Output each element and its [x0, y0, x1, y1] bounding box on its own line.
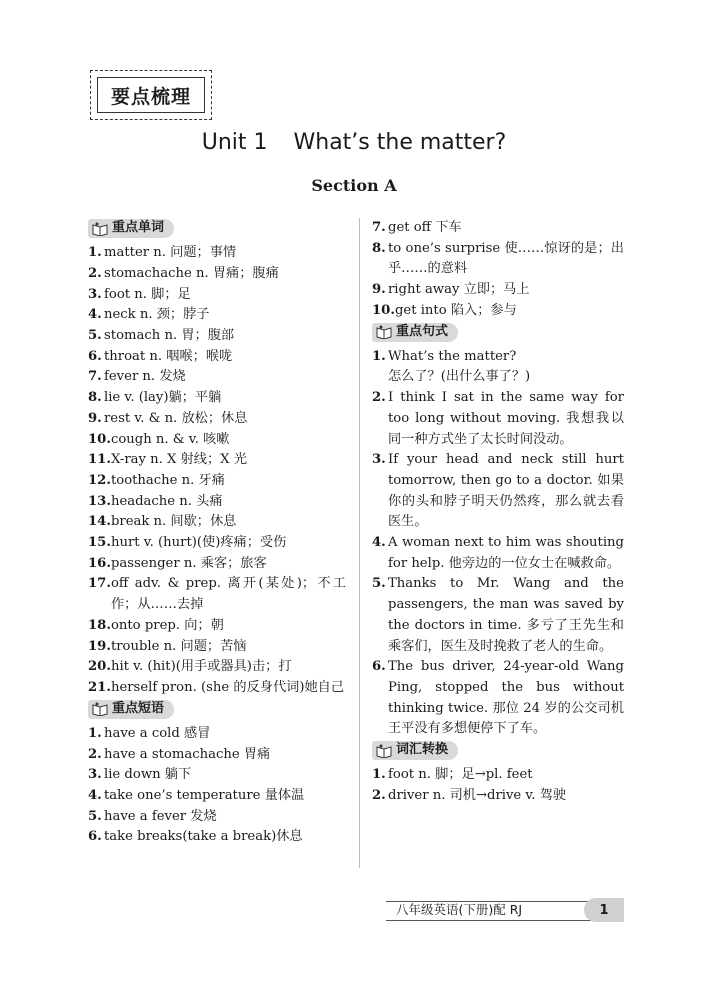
sentence-text — [388, 450, 624, 533]
conversion-header — [372, 741, 458, 760]
phrase-item — [372, 301, 624, 322]
sentence-number: 5. — [372, 576, 386, 592]
vocab-text: toothache n. 牙痛 — [110, 472, 225, 488]
sentence-english: A woman next to him was shouting for help. — [388, 535, 624, 571]
phrase-text: get off 下车 — [388, 220, 462, 235]
vocab-item — [88, 616, 346, 637]
vocab-list — [88, 243, 346, 698]
vocab-number: 3. — [88, 286, 102, 302]
phrase-number: 6. — [88, 829, 102, 845]
sentence-number: 2. — [372, 390, 386, 406]
conversion-text: driver n. 司机→drive v. 驾驶 — [388, 787, 567, 803]
sentence-item — [372, 347, 624, 388]
section-title: Section A — [311, 176, 397, 195]
phrase-text: take one’s temperature 量体温 — [104, 787, 305, 803]
sentence-chinese: 怎么了？(出什么事了？) — [388, 369, 531, 385]
sentence-chinese: 我想我以同一种方式坐了太长时间没动。 — [388, 410, 624, 447]
vocab-text: break n. 间歇；休息 — [110, 514, 237, 530]
vocab-text: X-ray n. X 射线；X 光 — [110, 452, 247, 468]
vocab-text: stomach n. 胃；腹部 — [104, 328, 235, 344]
sentence-chinese: 多亏了王先生和乘客们，医生及时挽救了老人的生命。 — [388, 617, 624, 654]
phrase-number: 10. — [372, 302, 395, 318]
footer-text: 八年级英语(下册)配 RJ — [396, 902, 523, 917]
column-divider — [359, 218, 360, 868]
phrase-number: 1. — [88, 725, 102, 741]
phrase-text: have a fever 发烧 — [104, 808, 217, 824]
sentence-item — [372, 533, 624, 574]
sentence-english: Thanks to Mr. Wang and the passengers, the man was saved by the doctors in time. — [388, 576, 624, 633]
page-footer — [386, 898, 622, 922]
vocab-item — [88, 305, 346, 326]
conversion-item — [372, 786, 624, 807]
vocab-text: passenger n. 乘客；旅客 — [110, 555, 267, 571]
phrase-item — [372, 239, 624, 280]
sentence-english: I think I sat in the same way for too long without moving. — [388, 390, 624, 426]
vocab-item — [88, 512, 346, 533]
vocab-item — [88, 657, 346, 678]
sentence-english: What’s the matter? — [388, 348, 517, 364]
phrase-text: have a cold 感冒 — [104, 725, 211, 741]
sentence-english: If your head and neck still hurt tomorrow, then go to a doctor. — [388, 452, 624, 488]
conversion-list — [372, 765, 624, 806]
sentence-chinese: 那位 24 岁的公交司机王平没有多想便停下了车。 — [388, 700, 624, 737]
phrase-item — [88, 786, 346, 807]
vocab-item — [88, 492, 346, 513]
vocab-text: foot n. 脚；足 — [104, 286, 191, 302]
vocab-number: 1. — [88, 245, 102, 261]
phrase-item — [88, 807, 346, 828]
sentence-text — [388, 574, 624, 657]
vocab-number: 2. — [88, 265, 102, 281]
sentence-text — [388, 657, 624, 740]
book-icon — [376, 744, 392, 758]
unit-number: Unit 1 — [201, 130, 268, 155]
vocab-text: off adv. & prep. 离开(某处)；不工作；从……去掉 — [110, 576, 346, 613]
sentence-text — [388, 533, 624, 574]
vocab-number: 19. — [88, 638, 111, 654]
vocab-number: 4. — [88, 307, 102, 323]
page-tag — [90, 70, 212, 120]
vocab-number: 10. — [88, 431, 111, 447]
sentence-item — [372, 657, 624, 740]
book-icon — [92, 222, 108, 236]
conversion-number: 2. — [372, 787, 386, 803]
sentence-number: 4. — [372, 535, 386, 551]
phrase-text: have a stomachache 胃痛 — [104, 746, 271, 762]
vocab-number: 15. — [88, 535, 111, 551]
vocab-item — [88, 678, 346, 699]
vocab-number: 16. — [88, 555, 111, 571]
vocab-item — [88, 471, 346, 492]
vocab-text: lie v. (lay)躺；平躺 — [104, 390, 222, 406]
phrase-item — [88, 827, 346, 848]
vocab-item — [88, 554, 346, 575]
phrase-number: 8. — [372, 240, 386, 256]
page-tag-label: 要点梳理 — [97, 77, 205, 113]
vocab-text: stomachache n. 胃痛；腹痛 — [104, 265, 279, 281]
sentence-item — [372, 450, 624, 533]
vocab-text: herself pron. (she 的反身代词)她自己 — [110, 679, 345, 695]
vocab-number: 5. — [88, 328, 102, 344]
vocab-text: onto prep. 向；朝 — [110, 617, 224, 633]
phrase-item — [372, 280, 624, 301]
phrase-text: get into 陷入；参与 — [394, 302, 517, 318]
vocab-item — [88, 409, 346, 430]
page-number: 1 — [584, 898, 624, 922]
vocab-item — [88, 347, 346, 368]
sentence-item — [372, 574, 624, 657]
vocab-item — [88, 450, 346, 471]
phrase-item — [88, 765, 346, 786]
vocab-text: hurt v. (hurt)(使)疼痛；受伤 — [110, 535, 287, 551]
vocab-number: 11. — [88, 452, 111, 468]
sentence-item — [372, 388, 624, 450]
vocab-text: hit v. (hit)(用手或器具)击；打 — [110, 659, 292, 675]
sentence-number: 1. — [372, 348, 386, 364]
vocab-item — [88, 637, 346, 658]
sentence-list — [372, 347, 624, 740]
vocab-header — [88, 219, 174, 238]
sentence-number: 6. — [372, 659, 386, 675]
phrase-number: 7. — [372, 220, 386, 235]
vocab-item — [88, 367, 346, 388]
vocab-number: 20. — [88, 659, 111, 675]
phrase-item — [88, 724, 346, 745]
vocab-item — [88, 430, 346, 451]
phrase-text: take breaks(take a break)休息 — [104, 829, 303, 845]
vocab-item — [88, 243, 346, 264]
conversion-number: 1. — [372, 767, 386, 783]
conversion-text: foot n. 脚；足→pl. feet — [388, 767, 533, 783]
vocab-text: headache n. 头痛 — [110, 493, 223, 509]
phrase-text: to one’s surprise 使……惊讶的是；出乎……的意料 — [388, 240, 624, 277]
conversion-title: 词汇转换 — [396, 742, 449, 758]
sentence-chinese: 如果你的头和脖子明天仍然疼，那么就去看医生。 — [388, 472, 624, 530]
vocab-title: 重点单词 — [112, 220, 165, 236]
phrase-text: right away 立即；马上 — [388, 282, 530, 298]
sentences-header — [372, 323, 458, 342]
phrase-number: 9. — [372, 282, 386, 298]
book-icon — [376, 325, 392, 339]
vocab-text: cough n. & v. 咳嗽 — [110, 431, 230, 447]
vocab-number: 13. — [88, 493, 111, 509]
vocab-item — [88, 326, 346, 347]
vocab-text: matter n. 问题；事情 — [104, 245, 237, 261]
phrase-number: 5. — [88, 808, 102, 824]
vocab-item — [88, 533, 346, 554]
unit-title — [0, 130, 708, 155]
sentence-text — [388, 347, 624, 388]
vocab-text: rest v. & n. 放松；休息 — [104, 410, 248, 426]
left-column — [88, 218, 346, 848]
vocab-text: trouble n. 问题；苦恼 — [110, 638, 247, 654]
unit-topic: What’s the matter? — [293, 130, 507, 155]
sentence-chinese: 他旁边的一位女士在喊救命。 — [448, 555, 621, 571]
vocab-number: 7. — [88, 369, 102, 385]
sentence-number: 3. — [372, 452, 386, 468]
right-column — [372, 218, 624, 807]
vocab-number: 6. — [88, 348, 102, 364]
phrases-header — [88, 700, 174, 719]
vocab-number: 9. — [88, 410, 102, 426]
vocab-item — [88, 285, 346, 306]
vocab-item — [88, 264, 346, 285]
phrase-number: 2. — [88, 746, 102, 762]
vocab-number: 18. — [88, 617, 111, 633]
sentence-text — [388, 388, 624, 450]
phrase-list-continued — [372, 218, 624, 322]
phrases-title: 重点短语 — [112, 700, 165, 716]
phrase-list — [88, 724, 346, 848]
sentence-english: The bus driver, 24-year-old Wang Ping, stopped the bus without thinking twice. — [388, 659, 624, 716]
phrase-number: 4. — [88, 787, 102, 803]
phrase-text: lie down 躺下 — [104, 767, 192, 783]
sentences-title: 重点句式 — [396, 323, 449, 339]
conversion-item — [372, 765, 624, 786]
phrase-number: 3. — [88, 767, 102, 783]
vocab-number: 21. — [88, 679, 111, 695]
book-icon — [92, 702, 108, 716]
phrase-item — [88, 745, 346, 766]
vocab-text: throat n. 咽喉；喉咙 — [104, 348, 233, 364]
vocab-number: 12. — [88, 472, 111, 488]
vocab-item — [88, 574, 346, 615]
vocab-text: neck n. 颈；脖子 — [104, 307, 210, 323]
vocab-number: 8. — [88, 390, 102, 406]
phrase-item — [372, 218, 624, 239]
vocab-number: 17. — [88, 576, 111, 592]
vocab-number: 14. — [88, 514, 111, 530]
vocab-item — [88, 388, 346, 409]
vocab-text: fever n. 发烧 — [104, 369, 186, 385]
